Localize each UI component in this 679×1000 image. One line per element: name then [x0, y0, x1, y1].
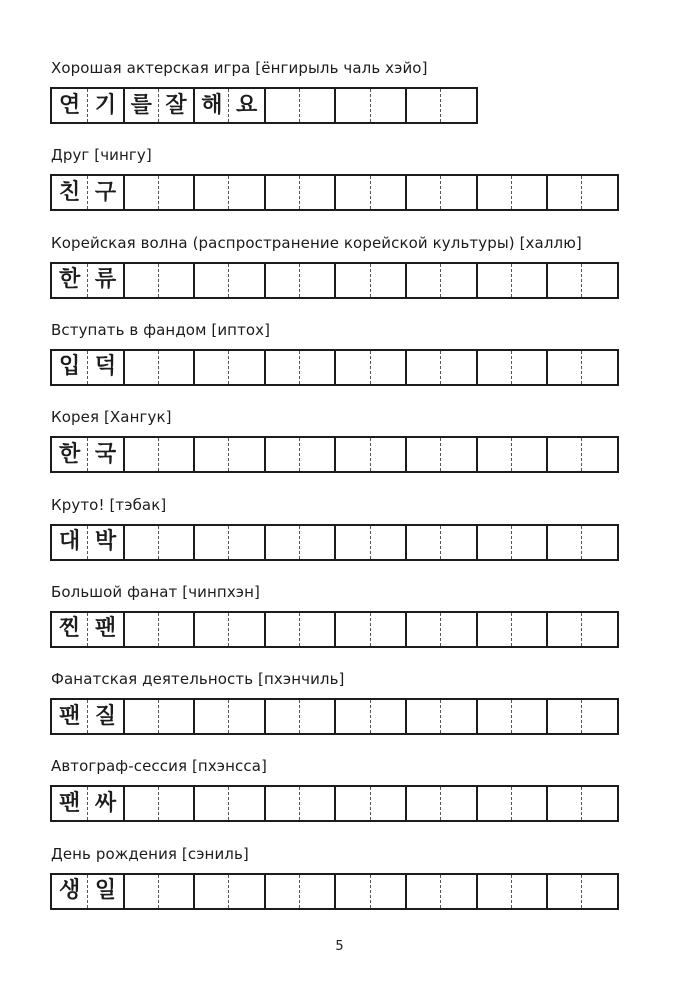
hangul-char: 잘 — [158, 89, 193, 122]
empty-practice-cell — [264, 351, 299, 384]
empty-practice-cell — [158, 264, 193, 297]
vocab-label: Хорошая актерская игра [ёнгирыль чаль хэйо] — [51, 59, 428, 77]
empty-practice-cell — [158, 438, 193, 471]
hangul-char: 찐 — [59, 616, 81, 642]
vocab-entry — [0, 495, 679, 565]
empty-practice-cell — [476, 875, 511, 908]
empty-practice-cell — [299, 89, 334, 122]
hangul-char: 대 — [59, 529, 81, 554]
empty-practice-cell — [370, 438, 405, 471]
empty-practice-cell — [123, 176, 158, 209]
writing-grid — [50, 698, 619, 735]
empty-practice-cell — [299, 526, 334, 559]
writing-grid — [50, 611, 619, 648]
empty-practice-cell — [299, 700, 334, 733]
vocab-entry — [0, 58, 679, 128]
empty-practice-cell — [440, 787, 475, 820]
empty-practice-cell — [511, 700, 546, 733]
empty-practice-cell — [405, 264, 440, 297]
empty-practice-cell — [193, 787, 228, 820]
hangul-char: 연 — [59, 92, 81, 118]
empty-practice-cell — [546, 438, 581, 471]
hangul-char: 류 — [87, 264, 122, 297]
vocab-entry — [0, 145, 679, 215]
empty-practice-cell — [581, 787, 616, 820]
empty-practice-cell — [228, 787, 263, 820]
empty-practice-cell — [123, 438, 158, 471]
empty-practice-cell — [511, 875, 546, 908]
vocab-label: Автограф-сессия [пхэнсса] — [51, 757, 267, 776]
empty-practice-cell — [440, 351, 475, 384]
empty-practice-cell — [546, 700, 581, 733]
empty-practice-cell — [264, 700, 299, 733]
empty-practice-cell — [123, 700, 158, 733]
empty-practice-cell — [581, 700, 616, 733]
empty-practice-cell — [511, 526, 546, 559]
empty-practice-cell — [299, 613, 334, 646]
empty-practice-cell — [299, 875, 334, 908]
empty-practice-cell — [581, 613, 616, 646]
empty-practice-cell — [299, 787, 334, 820]
empty-practice-cell — [193, 176, 228, 209]
writing-grid — [50, 524, 619, 561]
empty-practice-cell — [546, 176, 581, 209]
empty-practice-cell — [334, 438, 369, 471]
empty-practice-cell — [264, 176, 299, 209]
empty-practice-cell — [334, 700, 369, 733]
empty-practice-cell — [158, 526, 193, 559]
vocab-label: Корея [Хангук] — [51, 408, 172, 427]
hangul-char: 한 — [59, 267, 81, 293]
empty-practice-cell — [193, 351, 228, 384]
empty-practice-cell — [228, 176, 263, 209]
vocab-label: Большой фанат [чинпхэн] — [51, 582, 260, 601]
empty-practice-cell — [334, 351, 369, 384]
empty-practice-cell — [158, 700, 193, 733]
empty-practice-cell — [370, 264, 405, 297]
empty-practice-cell — [123, 787, 158, 820]
empty-practice-cell — [264, 613, 299, 646]
empty-practice-cell — [511, 787, 546, 820]
hangul-char: 구 — [87, 176, 122, 209]
empty-practice-cell — [581, 264, 616, 297]
hangul-char: 한 — [59, 441, 81, 467]
empty-practice-cell — [581, 351, 616, 384]
empty-practice-cell — [193, 700, 228, 733]
empty-practice-cell — [405, 351, 440, 384]
empty-practice-cell — [476, 526, 511, 559]
empty-practice-cell — [370, 526, 405, 559]
empty-practice-cell — [264, 89, 299, 122]
hangul-char: 해 — [193, 89, 228, 122]
empty-practice-cell — [264, 264, 299, 297]
hangul-char: 질 — [87, 700, 122, 733]
hangul-char: 팬 — [87, 613, 122, 646]
empty-practice-cell — [193, 875, 228, 908]
writing-grid — [50, 785, 619, 822]
vocab-entry — [0, 582, 679, 652]
empty-practice-cell — [264, 875, 299, 908]
writing-grid — [50, 174, 619, 211]
empty-practice-cell — [228, 526, 263, 559]
empty-practice-cell — [476, 700, 511, 733]
empty-practice-cell — [228, 264, 263, 297]
empty-practice-cell — [228, 700, 263, 733]
hangul-char: 생 — [59, 878, 81, 904]
empty-practice-cell — [546, 787, 581, 820]
writing-grid — [50, 436, 619, 473]
empty-practice-cell — [370, 700, 405, 733]
hangul-char: 싸 — [87, 787, 122, 820]
empty-practice-cell — [334, 613, 369, 646]
hangul-char: 국 — [87, 438, 122, 471]
empty-practice-cell — [546, 351, 581, 384]
empty-practice-cell — [511, 438, 546, 471]
empty-practice-cell — [158, 176, 193, 209]
writing-grid — [50, 873, 619, 910]
empty-practice-cell — [123, 613, 158, 646]
empty-practice-cell — [511, 613, 546, 646]
hangul-char: 팬 — [59, 703, 81, 729]
empty-practice-cell — [299, 264, 334, 297]
hangul-char: 를 — [123, 89, 158, 122]
empty-practice-cell — [476, 787, 511, 820]
empty-practice-cell — [440, 526, 475, 559]
empty-practice-cell — [334, 89, 369, 122]
empty-practice-cell — [440, 264, 475, 297]
vocab-label: Друг [чингу] — [51, 146, 152, 165]
empty-practice-cell — [123, 264, 158, 297]
vocab-label: День рождения [сэниль] — [51, 844, 249, 863]
empty-practice-cell — [440, 89, 475, 122]
empty-practice-cell — [334, 787, 369, 820]
empty-practice-cell — [299, 438, 334, 471]
empty-practice-cell — [476, 176, 511, 209]
vocab-entry — [0, 669, 679, 739]
empty-practice-cell — [476, 613, 511, 646]
empty-practice-cell — [158, 351, 193, 384]
empty-practice-cell — [405, 526, 440, 559]
empty-practice-cell — [405, 613, 440, 646]
vocab-entry — [0, 320, 679, 390]
empty-practice-cell — [511, 176, 546, 209]
empty-practice-cell — [334, 526, 369, 559]
writing-grid — [50, 349, 619, 386]
empty-practice-cell — [370, 89, 405, 122]
vocab-entry — [0, 407, 679, 477]
vocab-label: Фанатская деятельность [пхэнчиль] — [51, 670, 345, 689]
empty-practice-cell — [158, 875, 193, 908]
empty-practice-cell — [405, 787, 440, 820]
empty-practice-cell — [546, 613, 581, 646]
hangul-char: 친 — [59, 179, 81, 205]
vocab-label: Вступать в фандом [иптох] — [51, 320, 271, 339]
empty-practice-cell — [511, 351, 546, 384]
hangul-char: 입 — [59, 354, 81, 380]
empty-practice-cell — [299, 351, 334, 384]
empty-practice-cell — [370, 351, 405, 384]
empty-practice-cell — [581, 875, 616, 908]
vocab-entry — [0, 756, 679, 826]
empty-practice-cell — [123, 875, 158, 908]
empty-practice-cell — [193, 613, 228, 646]
empty-practice-cell — [440, 613, 475, 646]
empty-practice-cell — [546, 526, 581, 559]
empty-practice-cell — [581, 526, 616, 559]
writing-grid — [50, 87, 478, 124]
empty-practice-cell — [511, 264, 546, 297]
empty-practice-cell — [370, 176, 405, 209]
empty-practice-cell — [228, 613, 263, 646]
empty-practice-cell — [405, 89, 440, 122]
empty-practice-cell — [405, 875, 440, 908]
empty-practice-cell — [334, 875, 369, 908]
empty-practice-cell — [476, 264, 511, 297]
empty-practice-cell — [123, 526, 158, 559]
empty-practice-cell — [370, 875, 405, 908]
empty-practice-cell — [334, 264, 369, 297]
empty-practice-cell — [546, 264, 581, 297]
empty-practice-cell — [581, 438, 616, 471]
empty-practice-cell — [264, 787, 299, 820]
empty-practice-cell — [370, 613, 405, 646]
vocab-label: Круто! [тэбак] — [51, 495, 167, 514]
empty-practice-cell — [299, 176, 334, 209]
empty-practice-cell — [228, 875, 263, 908]
hangul-char: 덕 — [87, 351, 122, 384]
empty-practice-cell — [193, 526, 228, 559]
empty-practice-cell — [405, 700, 440, 733]
empty-practice-cell — [193, 438, 228, 471]
empty-practice-cell — [405, 176, 440, 209]
empty-practice-cell — [158, 787, 193, 820]
empty-practice-cell — [546, 875, 581, 908]
empty-practice-cell — [440, 875, 475, 908]
empty-practice-cell — [440, 438, 475, 471]
empty-practice-cell — [228, 351, 263, 384]
empty-practice-cell — [440, 176, 475, 209]
empty-practice-cell — [123, 351, 158, 384]
empty-practice-cell — [158, 613, 193, 646]
hangul-char: 팬 — [59, 790, 81, 816]
hangul-char: 요 — [228, 89, 263, 122]
hangul-char: 박 — [87, 526, 122, 559]
vocab-label: Корейская волна (распространение корейской культуры) [халлю] — [51, 233, 582, 252]
empty-practice-cell — [334, 176, 369, 209]
empty-practice-cell — [228, 438, 263, 471]
empty-practice-cell — [581, 176, 616, 209]
empty-practice-cell — [440, 700, 475, 733]
hangul-char: 일 — [87, 875, 122, 908]
empty-practice-cell — [264, 438, 299, 471]
empty-practice-cell — [476, 438, 511, 471]
empty-practice-cell — [193, 264, 228, 297]
vocab-entry — [0, 233, 679, 303]
page-number: 5 — [335, 939, 344, 954]
hangul-char: 기 — [87, 89, 122, 122]
empty-practice-cell — [370, 787, 405, 820]
writing-grid — [50, 262, 619, 299]
empty-practice-cell — [405, 438, 440, 471]
vocab-entry — [0, 844, 679, 914]
empty-practice-cell — [476, 351, 511, 384]
empty-practice-cell — [264, 526, 299, 559]
